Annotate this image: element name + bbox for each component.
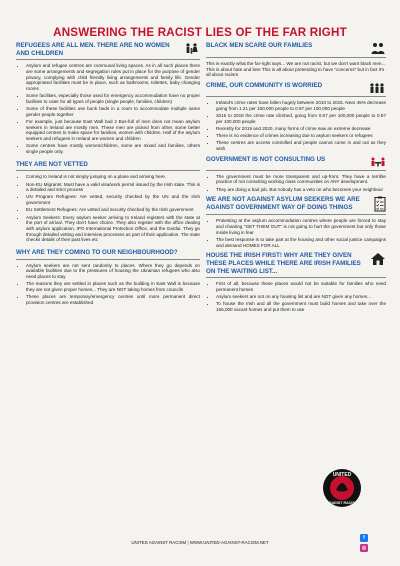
bullet-list <box>206 100 386 152</box>
list-item: • The government must be more transparent and up-front. They have a terrible practice of not consulting working class communities on ANY development. <box>216 174 386 185</box>
section-heading: CRIME, OUR COMMUNITY IS WORRIED <box>206 82 323 90</box>
instagram-icon[interactable]: ◎ <box>361 545 367 551</box>
list-item: • There is no evidence of crimes increasing due to asylum seekers or refugees <box>216 133 386 139</box>
list-item: • The reasons they are settled in places such as the building in East Wall is because they are not given proper homes... They are NOT taking homes from councils <box>26 281 200 292</box>
list-item: • Coming to Ireland is not simply jumping on a plane and arriving here. <box>26 174 200 180</box>
divider <box>16 170 200 171</box>
list-item: • Ireland's crime rates have fallen hugely between 2010 to 2015. Near 45% decrease going from 1.21 per 100,000 people to 0.67 per 100,000 people <box>216 100 386 111</box>
logo-text-top: UNITED <box>332 472 352 479</box>
list-item: • Asylum and refugee centres are communal living spaces. As in all such places there are some arrangements and segregation rules put in place for the purpose of gender privacy, complying with child friendly living arrangements and family life. Gender appropriated facilities must be in place, such as bathrooms, toilettes, baby changing rooms <box>26 63 200 92</box>
facebook-icon[interactable]: f <box>360 534 368 542</box>
right-column <box>206 42 386 314</box>
house-icon <box>370 252 386 266</box>
list-item: • Recently for 2019 and 2020, many forms of crime saw an extreme decrease <box>216 126 386 132</box>
footer-separator: | <box>187 540 189 545</box>
list-item: • They are doing a bad job. But nobody has a veto on who becomes your neighbour <box>216 187 386 193</box>
list-item: • Protesting at the asylum accommodation centres where people are forced to stay and chanting "GET THEM OUT" is not going to hurt the government but only those inside living in fear <box>216 218 386 235</box>
list-item: • For example, just because East Wall had 2 Bus-full of men does not mean asylum seekers in Ireland are mostly men. These men are picked from other, some better equipped centres to make space for families, women with children. Half of the asylum seekers and refugees in Ireland are women and children <box>26 119 200 142</box>
left-column <box>16 42 200 307</box>
section-header <box>206 82 386 94</box>
section-header <box>206 156 386 168</box>
family-icon <box>184 42 200 56</box>
divider <box>16 59 200 60</box>
divider <box>206 277 386 278</box>
list-item: • These centres are access controlled and people cannot come in and out as they wish <box>216 140 386 151</box>
section-heading: GOVERNMENT IS NOT CONSULTING US <box>206 155 326 163</box>
list-item: • First of all, because these places would not be suitable for families who need permanent homes <box>216 281 386 292</box>
divider <box>206 170 386 171</box>
section-heading: HOUSE THE IRISH FIRST! WHY ARE THEY GIVEN THESE PLACES WHILE THERE ARE IRISH FAMILIES ON THE WAITING LIST... <box>206 252 361 275</box>
united-against-racism-logo <box>322 468 362 508</box>
section-heading: REFUGEES ARE ALL MEN. THERE ARE NO WOMEN AND CHILDREN <box>16 42 170 57</box>
footer-org: UNITED AGAINST RACISM <box>131 540 187 545</box>
list-item: • Asylum seekers are not on any housing list and are NOT given any homes... <box>216 294 386 300</box>
list-item: • EU Settlement Refugees: Are vetted and security checked by the Irish government <box>26 207 200 213</box>
bullet-list <box>206 218 386 248</box>
section-heading: WE ARE NOT AGAINST ASYLUM SEEKERS WE ARE AGAINST GOVERNMENT WAY OF DOING THINGS <box>206 196 360 211</box>
section-heading: THEY ARE NOT VETTED <box>16 160 88 168</box>
list-item: • Some centres have mostly women/children, some are mixed and families, others single people only. <box>26 143 200 154</box>
footer <box>0 540 400 545</box>
list-item: • Some facilities, especially those used for emergency accommodation have no proper facilities to cater for all types of people (single people, families, children) <box>26 93 200 104</box>
bullet-list <box>16 263 200 306</box>
section-header <box>206 196 386 212</box>
intro-text: This is exactly what the far-right says... We are not racist, but we don't want black men... This is about hate and lies! This is all about pretending to have "concerns" but in fact it's all about racism <box>206 61 386 78</box>
checklist-icon <box>374 196 386 212</box>
list-item: • To house the Irish and all the government must build homes and take over the 166,000 vacant homes and put them to use <box>216 301 386 312</box>
logo-text-bottom: AGAINST RACISM <box>326 501 358 505</box>
list-item: • Non-EU Migrants: Must have a valid visa/work permit issued by the Irish state. This is a detailed and strict process <box>26 182 200 193</box>
people-icon <box>370 42 386 55</box>
list-item: • The best response is to take part at the housing and other social justice campaigns and demand HOMES FOR ALL <box>216 237 386 248</box>
bullet-list <box>16 63 200 155</box>
footer-url[interactable]: WWW.UNITED-AGAINST-RACISM.NET <box>189 540 269 545</box>
page-title: ANSWERING THE RACIST LIES OF THE FAR RIGHT <box>53 26 347 39</box>
divider <box>206 214 386 215</box>
meeting-icon <box>370 156 386 168</box>
section-header <box>16 42 200 57</box>
social-icons <box>360 534 368 552</box>
divider <box>16 259 200 260</box>
crowd-icon <box>368 82 386 94</box>
section-header <box>206 42 386 55</box>
section-heading: WHY ARE THEY COMING TO OUR NEIGHBOURHOOD? <box>16 249 178 257</box>
list-item: • Asylum Seekers: Every asylum seeker arriving to Ireland registers with the state at the port of arrival. They don't have choice. They also register with the office dealing with asylum application, IPO International Protection Office, and the Gardai. They go through detailed vetting and interview processes as part of their application. The state checks details of their past lives etc <box>26 215 200 244</box>
list-item: • Asylum seekers are not sent randomly to places. Where they go depends on available facilities due to the pressures of housing the Ukrainian refugees who also need places to stay <box>26 263 200 280</box>
section-header <box>206 252 386 275</box>
bullet-list <box>206 281 386 313</box>
divider <box>206 57 386 58</box>
section-heading: BLACK MEN SCARE OUR FAMILIES <box>206 42 313 49</box>
list-item: • Some of these facilities use bunk beds in a room to accommodate multiple same gender people together <box>26 106 200 117</box>
list-item: • 2015 to 2018 the crime rate climbed, going from 0.67 per 100,000 people to 0.87 per 100,000 people <box>216 113 386 124</box>
divider <box>206 96 386 97</box>
bullet-list <box>206 174 386 193</box>
list-item: • UN Program Refugees: Are vetted, security checked by the UN and the Irish government <box>26 194 200 205</box>
bullet-list <box>16 174 200 243</box>
list-item: • These places are temporary/emergency centres until more permanent direct provision centres are established <box>26 294 200 305</box>
